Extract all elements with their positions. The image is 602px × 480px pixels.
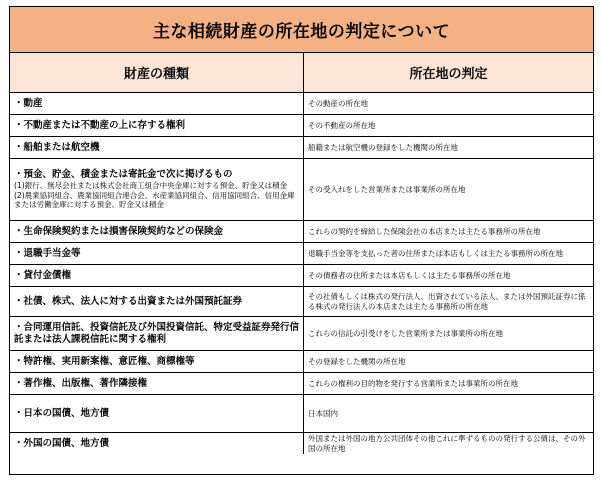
location-rule: 退職手当金等を支払った者の住所または本店もしくは主たる事務所の所在地 [308, 248, 563, 258]
location-rule: その動産の所在地 [308, 98, 368, 108]
asset-name: ・日本の国債、地方債 [14, 407, 110, 419]
asset-name: ・生命保険契約または損害保険契約などの保険金 [14, 225, 224, 237]
location-rule: その債務者の住所または本店もしくは主たる事務所の所在地 [308, 270, 511, 280]
header-asset-type: 財産の種類 [10, 53, 304, 92]
location-rule: これらの信託の引受けをした営業所または事業所の所在地 [308, 328, 503, 338]
table-row [10, 373, 593, 395]
asset-name: ・貸付金債権 [14, 269, 72, 281]
table-row [10, 221, 593, 243]
asset-name: ・合同運用信託、投資信託及び外国投資信託、特定受益証券発行信託または法人課税信託に関する権利 [14, 321, 300, 345]
asset-name: ・動産 [14, 97, 43, 109]
table-row [10, 137, 593, 159]
asset-detail: (1)銀行、無尽会社または株式会社商工組合中央金庫に対する預金、貯金又は積金 [14, 181, 288, 191]
asset-name: ・船舶または航空機 [14, 141, 100, 153]
asset-name: ・社債、株式、法人に対する出資または外国預託証券 [14, 295, 243, 307]
location-rule: これらの権利の目的物を発行する営業所または事業所の所在地 [308, 378, 518, 388]
asset-name: ・外国の国債、地方債 [14, 437, 110, 449]
header-location-rule: 所在地の判定 [409, 67, 488, 82]
asset-detail: (2)農業協同組合、農業協同組合連合会、水産業協同組合、信用協同組合、信用金庫または労働金庫に対する預金、貯金又は積金 [14, 190, 295, 210]
asset-name: ・著作権、出版権、著作隣接権 [14, 377, 148, 389]
asset-name: ・不動産または不動産の上に存する権利 [14, 119, 186, 131]
table-row [10, 115, 593, 137]
location-rule: これらの契約を締結した保険会社の本店または主たる事務所の所在地 [308, 226, 541, 236]
table-row [10, 395, 593, 433]
location-rule: 船籍または航空機の登録をした機関の所在地 [308, 142, 458, 152]
table-row [10, 433, 593, 454]
asset-location-table [9, 6, 594, 475]
location-rule: その不動産の所在地 [308, 120, 376, 130]
table-row [10, 265, 593, 287]
location-rule: 外国または外国の地方公共団体その他これに準ずるものの発行する公債は、その外国の所在地 [308, 433, 586, 453]
table-row [10, 243, 593, 265]
location-rule: その登録をした機関の所在地 [308, 356, 406, 366]
table-row [10, 159, 593, 221]
table-header-row [10, 53, 593, 93]
location-rule: その受入れをした営業所または事業所の所在地 [308, 184, 466, 194]
asset-name: ・特許権、実用新案権、意匠権、商標権等 [14, 355, 195, 367]
table-row [10, 317, 593, 351]
table-row [10, 287, 593, 317]
asset-name: ・預金、貯金、積金または寄託金で次に掲げるもの [14, 169, 233, 181]
table-title: 主な相続財産の所在地の判定について [10, 7, 593, 53]
table-row [10, 93, 593, 115]
location-rule: 日本国内 [308, 408, 338, 418]
asset-name: ・退職手当金等 [14, 247, 81, 259]
table-row [10, 351, 593, 373]
location-rule: その社債もしくは株式の発行法人、出資されている法人、または外国預託証券に係る株式の発行法人の本店または主たる事務所の所在地 [308, 291, 586, 311]
